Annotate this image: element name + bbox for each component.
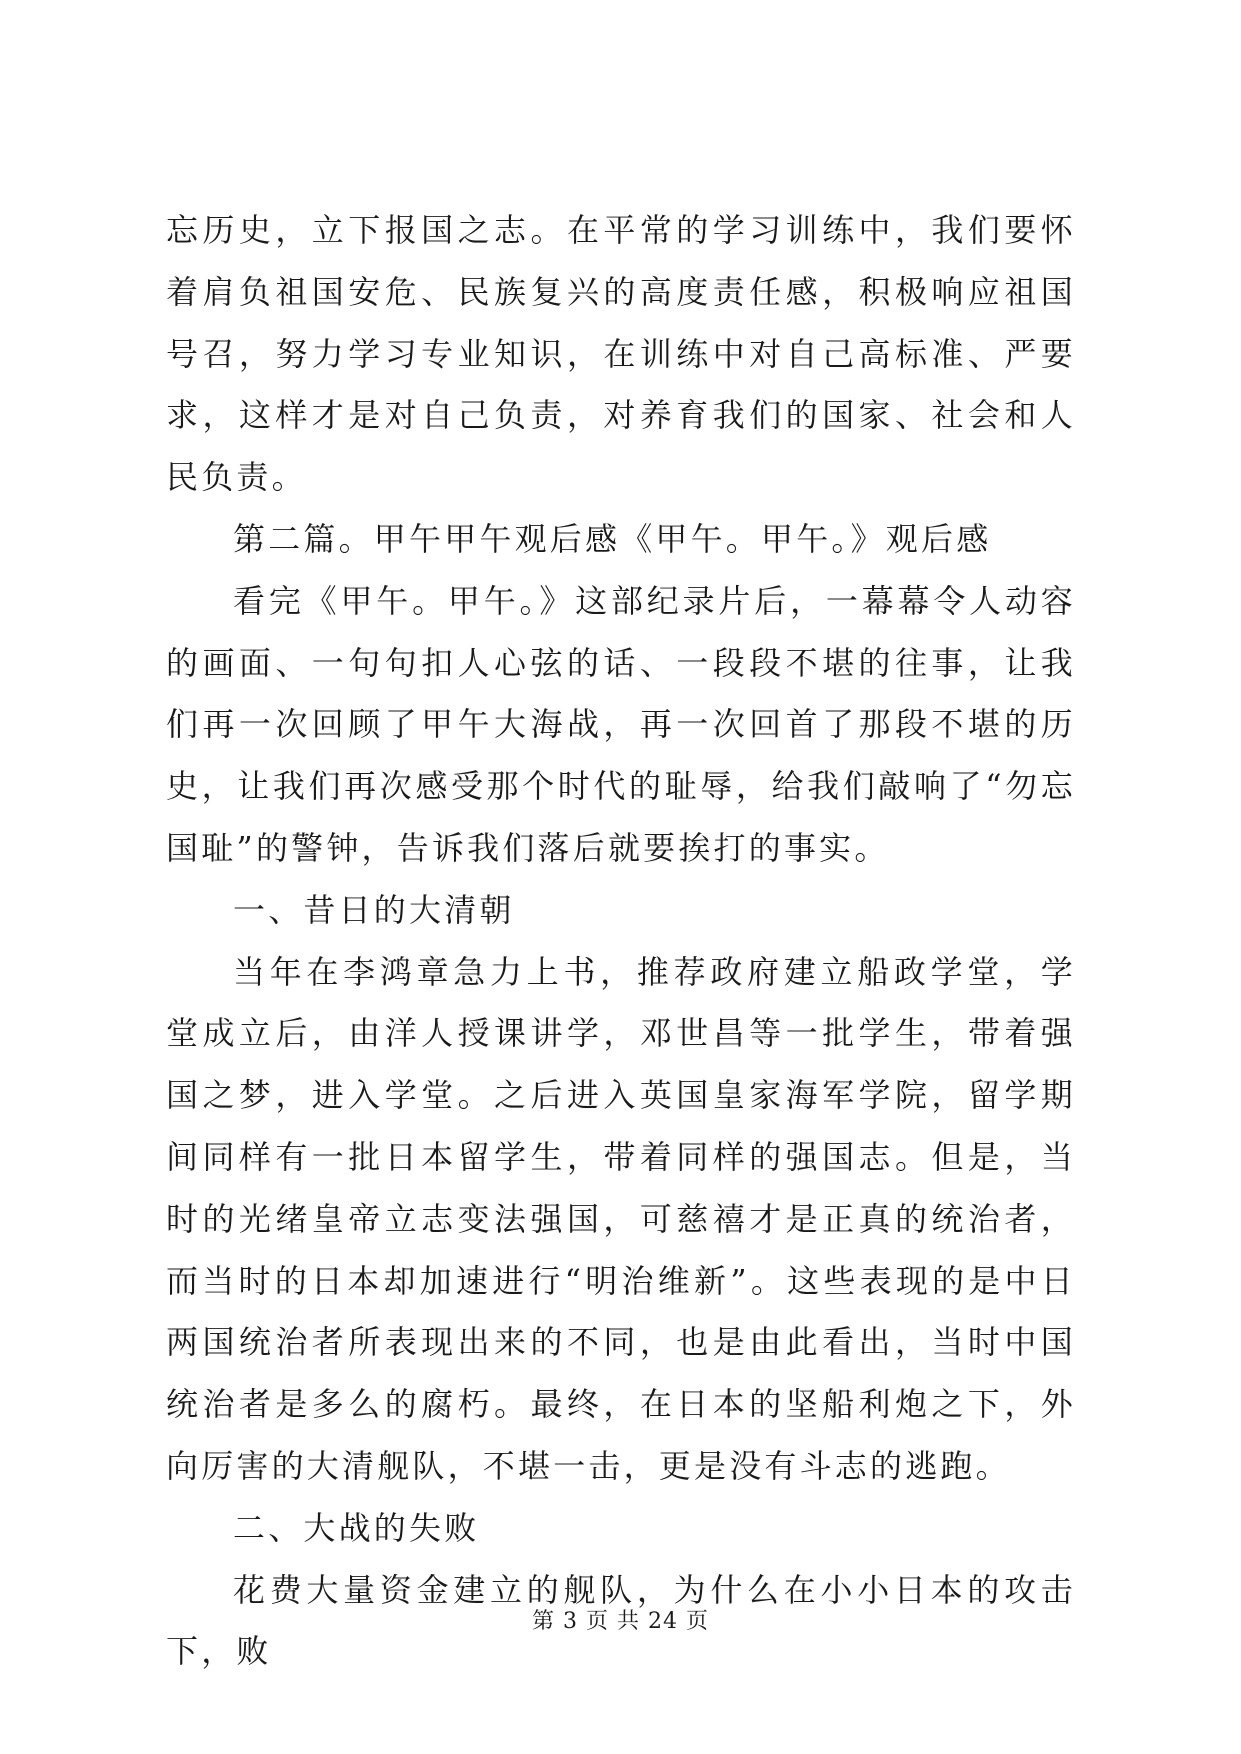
document-body	[166, 200, 1076, 1683]
section-heading-second-article: 第二篇。甲午甲午观后感《甲午。甲午。》观后感	[233, 519, 992, 558]
paragraph-battle-defeat: 花费大量资金建立的舰队，为什么在小小日本的攻击下，败	[166, 1570, 1076, 1671]
subheading-battle-defeat: 二、大战的失败	[233, 1508, 480, 1547]
page-number-footer: 第 3 页 共 24 页	[532, 1609, 709, 1634]
paragraph-intro: 看完《甲午。甲午。》这部纪录片后，一幕幕令人动容的画面、一句句扣人心弦的话、一段段不堪的往事，让我们再一次回顾了甲午大海战，再一次回首了那段不堪的历史，让我们再次感受那个时代的耻辱，给我们敲响了“勿忘国耻”的警钟，告诉我们落后就要挨打的事实。	[166, 581, 1076, 867]
subheading-qing-dynasty: 一、昔日的大清朝	[233, 890, 515, 929]
paragraph-continuation: 忘历史，立下报国之志。在平常的学习训练中，我们要怀着肩负祖国安危、民族复兴的高度责任感，积极响应祖国号召，努力学习专业知识，在训练中对自己高标准、严要求，这样才是对自己负责，对养育我们的国家、社会和人民负责。	[166, 211, 1076, 497]
paragraph-qing-dynasty: 当年在李鸿章急力上书，推荐政府建立船政学堂，学堂成立后，由洋人授课讲学，邓世昌等一批学生，带着强国之梦，进入学堂。之后进入英国皇家海军学院，留学期间同样有一批日本留学生，带着同样的强国志。但是，当时的光绪皇帝立志变法强国，可慈禧才是正真的统治者，而当时的日本却加速进行“明治维新”。这些表现的是中日两国统治者所表现出来的不同，也是由此看出，当时中国统治者是多么的腐朽。最终，在日本的坚船利炮之下，外向厉害的大清舰队，不堪一击，更是没有斗志的逃跑。	[166, 952, 1076, 1485]
